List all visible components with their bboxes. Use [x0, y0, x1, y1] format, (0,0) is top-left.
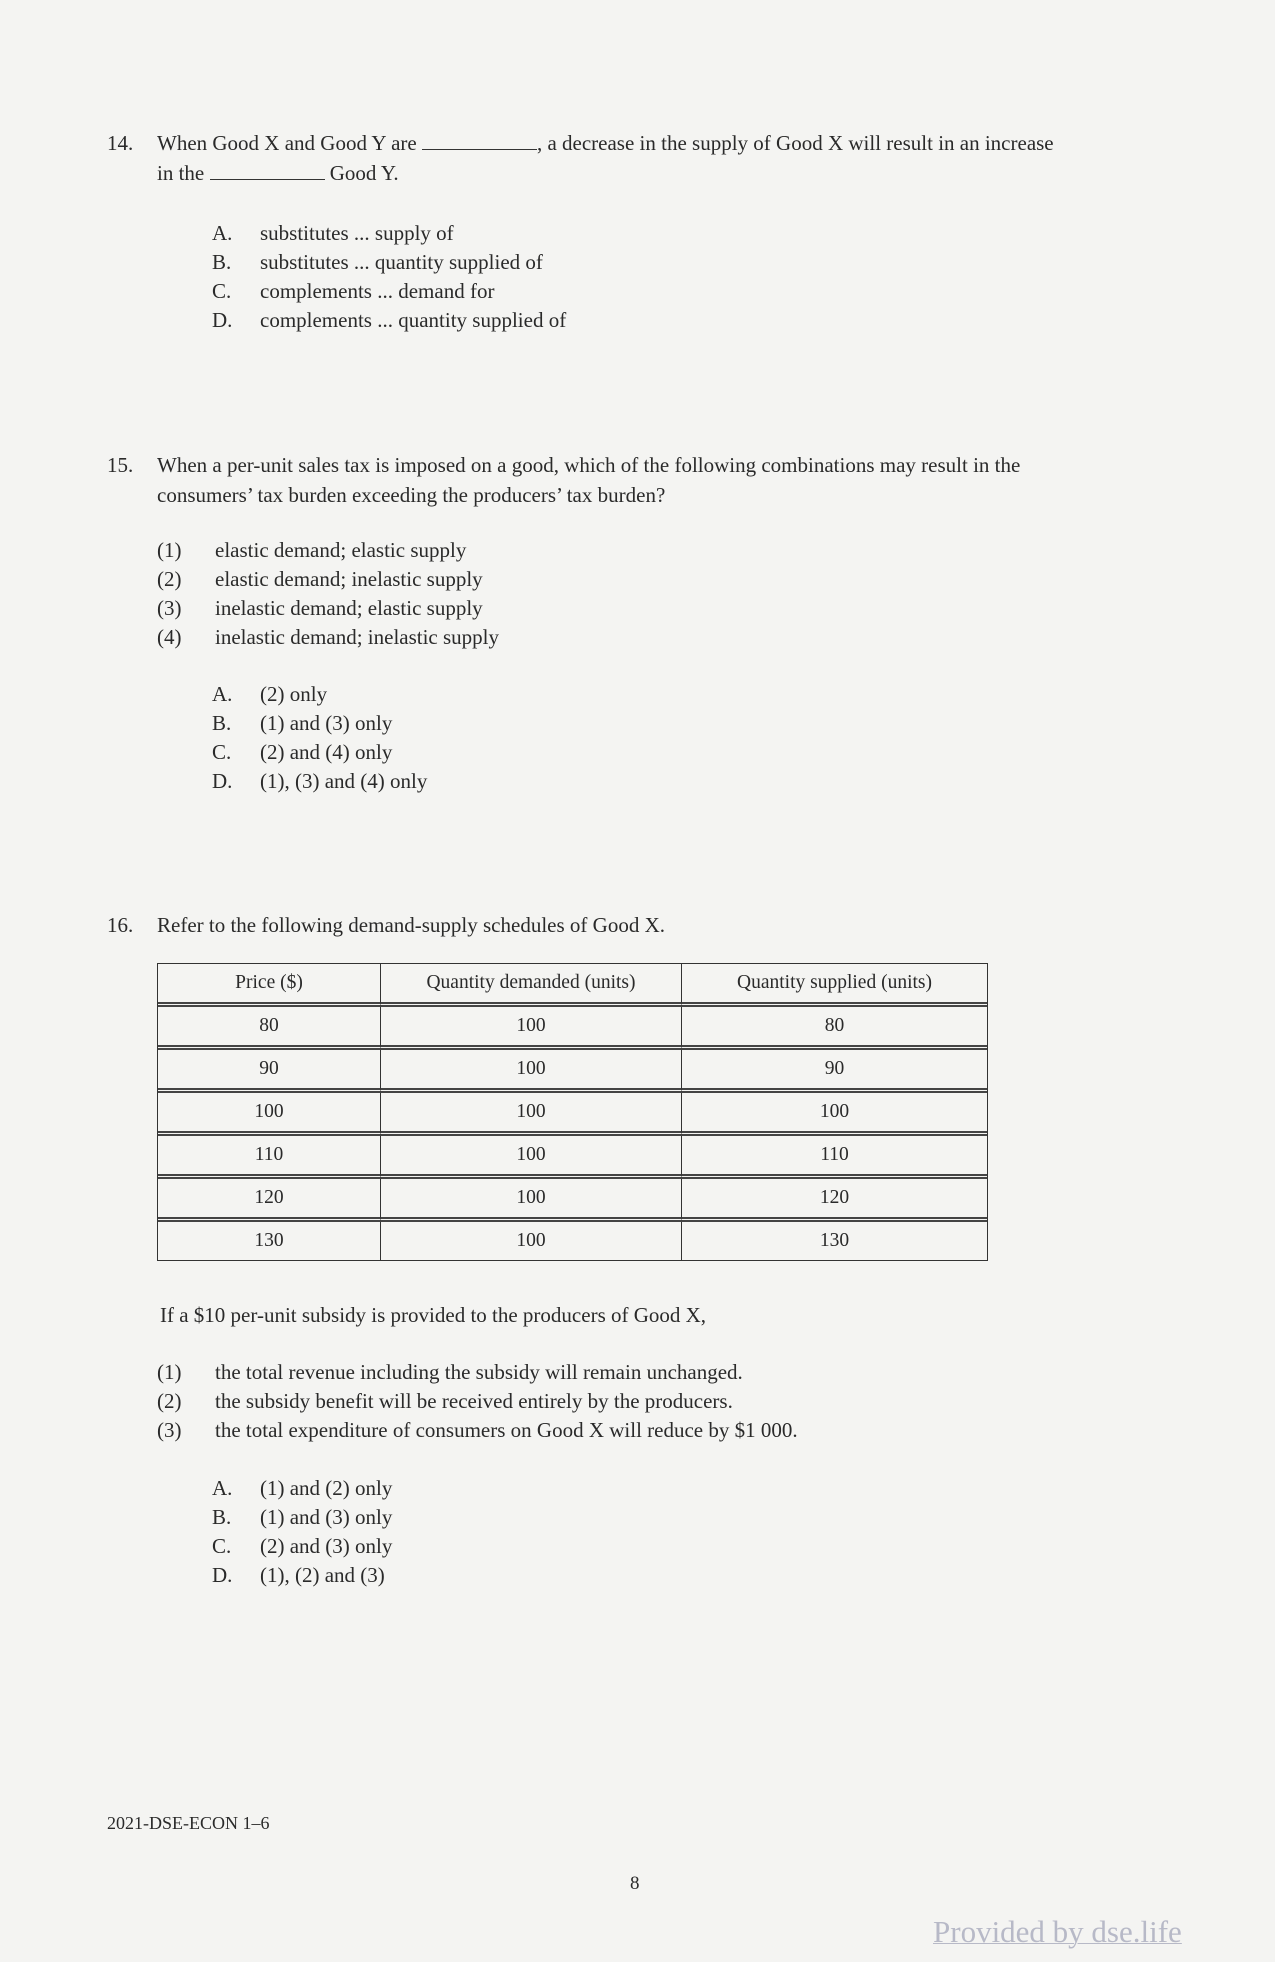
price-cell: 120: [158, 1179, 381, 1222]
option-text: complements ... demand for: [260, 279, 495, 303]
page-number: 8: [630, 1873, 640, 1894]
paper-code: 2021-DSE-ECON 1–6: [107, 1813, 270, 1833]
option-text: (2) and (4) only: [260, 740, 393, 764]
option-letter: A.: [212, 1476, 233, 1500]
option-text: substitutes ... supply of: [260, 221, 454, 245]
stem-text: in the: [157, 161, 205, 185]
option-letter: D.: [212, 1563, 233, 1587]
qd-cell: 100: [381, 1179, 682, 1222]
option-text: (1) and (2) only: [260, 1476, 393, 1500]
qd-cell: 100: [381, 1093, 682, 1136]
option-letter: C.: [212, 279, 232, 303]
price-cell: 100: [158, 1093, 381, 1136]
statement-text: the total expenditure of consumers on Good X will reduce by $1 000.: [215, 1418, 798, 1442]
question-15: [107, 450, 1147, 800]
question-16: [107, 910, 1147, 950]
option-letter: C.: [212, 1534, 232, 1558]
qs-cell: 110: [682, 1136, 987, 1179]
option-letter: B.: [212, 711, 232, 735]
statement-text: elastic demand; inelastic supply: [215, 567, 483, 591]
provided-by-link[interactable]: Provided by dse.life: [933, 1914, 1182, 1949]
statement-number: (2): [157, 567, 182, 591]
table-row: [158, 1179, 987, 1222]
stem-text: consumers’ tax burden exceeding the producers’ tax burden?: [157, 483, 666, 507]
option-text: (1) and (3) only: [260, 1505, 393, 1529]
option-text: (1) and (3) only: [260, 711, 393, 735]
question-16-continued: [107, 1300, 1147, 1600]
statement-text: elastic demand; elastic supply: [215, 538, 467, 562]
stem-text: Refer to the following demand-supply schedules of Good X.: [157, 913, 665, 937]
stem-text: , a decrease in the supply of Good X will result in an increase: [536, 131, 1054, 155]
answer-blank: [210, 160, 325, 180]
option-letter: B.: [212, 1505, 232, 1529]
table-header-row: [158, 964, 987, 1007]
option-text: substitutes ... quantity supplied of: [260, 250, 543, 274]
statement-1: [157, 535, 466, 565]
option-c: [212, 737, 392, 767]
option-a: [212, 218, 454, 248]
question-number: 14.: [107, 131, 134, 155]
statement-3: [157, 593, 483, 623]
stem-text: When a per-unit sales tax is imposed on a good, which of the following combinations may result in the: [157, 453, 1021, 477]
statement-number: (1): [157, 1360, 182, 1384]
option-a: [212, 1473, 392, 1503]
column-header-price: Price ($): [158, 964, 381, 1007]
column-header-qs: Quantity supplied (units): [682, 964, 987, 1007]
subsidy-lead: If a $10 per-unit subsidy is provided to the producers of Good X,: [160, 1303, 707, 1327]
price-cell: 90: [158, 1050, 381, 1093]
stem-text: Good Y.: [329, 161, 399, 185]
question-14: [107, 128, 1147, 348]
qs-cell: 120: [682, 1179, 987, 1222]
statement-text: the subsidy benefit will be received entirely by the producers.: [215, 1389, 733, 1413]
option-d: [212, 766, 427, 796]
statement-number: (2): [157, 1389, 182, 1413]
question-number: 16.: [107, 913, 134, 937]
statement-2: [157, 564, 483, 594]
statement-text: inelastic demand; inelastic supply: [215, 625, 500, 649]
option-c: [212, 1531, 392, 1561]
option-text: (2) only: [260, 682, 328, 706]
statement-number: (1): [157, 538, 182, 562]
table-row: [158, 1007, 987, 1050]
demand-supply-table: [157, 963, 988, 1261]
question-stem: [157, 910, 1137, 940]
option-d: [212, 1560, 385, 1590]
statement-3: [157, 1415, 798, 1445]
option-c: [212, 276, 494, 306]
price-cell: 130: [158, 1222, 381, 1260]
statement-2: [157, 1386, 733, 1416]
option-text: (1), (3) and (4) only: [260, 769, 428, 793]
statement-number: (4): [157, 625, 182, 649]
column-header-qd: Quantity demanded (units): [381, 964, 682, 1007]
question-stem: [157, 128, 1137, 188]
statement-1: [157, 1357, 743, 1387]
statement-text: the total revenue including the subsidy will remain unchanged.: [215, 1360, 743, 1384]
option-letter: B.: [212, 250, 232, 274]
table-row: [158, 1222, 987, 1260]
statement-4: [157, 622, 499, 652]
option-d: [212, 305, 566, 335]
stem-text: When Good X and Good Y are: [157, 131, 417, 155]
option-text: complements ... quantity supplied of: [260, 308, 567, 332]
qd-cell: 100: [381, 1050, 682, 1093]
qd-cell: 100: [381, 1222, 682, 1260]
statement-number: (3): [157, 1418, 182, 1442]
option-letter: A.: [212, 682, 233, 706]
option-letter: A.: [212, 221, 233, 245]
qs-cell: 90: [682, 1050, 987, 1093]
question-number: 15.: [107, 453, 134, 477]
qs-cell: 80: [682, 1007, 987, 1050]
option-b: [212, 708, 392, 738]
statement-text: inelastic demand; elastic supply: [215, 596, 483, 620]
answer-blank: [422, 130, 537, 150]
option-b: [212, 247, 543, 277]
qd-cell: 100: [381, 1007, 682, 1050]
option-letter: D.: [212, 769, 233, 793]
qd-cell: 100: [381, 1136, 682, 1179]
table-row: [158, 1093, 987, 1136]
option-b: [212, 1502, 392, 1532]
option-a: [212, 679, 327, 709]
option-letter: C.: [212, 740, 232, 764]
option-text: (1), (2) and (3): [260, 1563, 385, 1587]
option-text: (2) and (3) only: [260, 1534, 393, 1558]
qs-cell: 100: [682, 1093, 987, 1136]
qs-cell: 130: [819, 1230, 850, 1251]
question-stem: [157, 450, 1137, 510]
price-cell: 110: [158, 1136, 381, 1179]
option-letter: D.: [212, 308, 233, 332]
table-row: [158, 1050, 987, 1093]
price-cell: 80: [158, 1007, 381, 1050]
table-row: [158, 1136, 987, 1179]
statement-number: (3): [157, 596, 182, 620]
